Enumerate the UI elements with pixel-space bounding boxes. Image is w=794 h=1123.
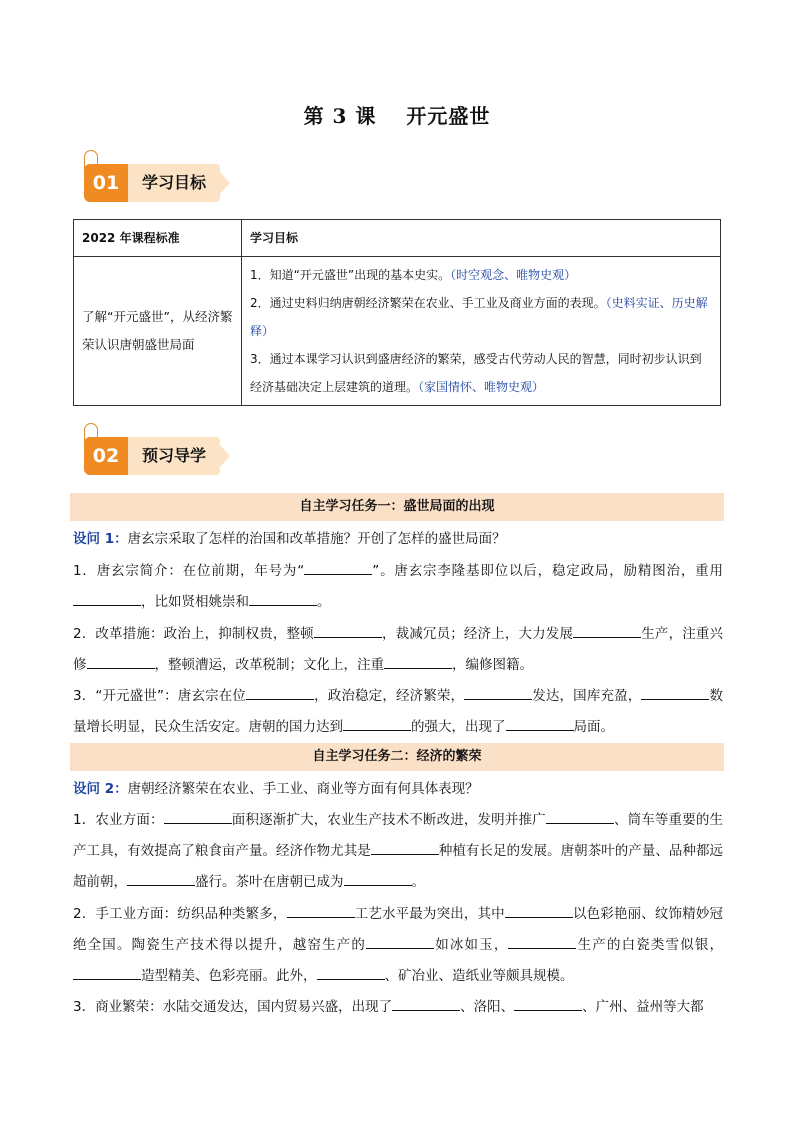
fill-blank[interactable]	[314, 625, 382, 638]
fill-blank[interactable]	[506, 718, 574, 731]
fill-blank[interactable]	[73, 593, 141, 606]
lesson-name: 开元盛世	[406, 104, 491, 128]
question-1: 设问 1：唐玄宗采取了怎样的治国和改革措施？开创了怎样的盛世局面？	[73, 531, 506, 547]
fill-blank[interactable]	[317, 967, 385, 980]
table-header-objectives: 学习目标	[242, 220, 721, 257]
fill-blank[interactable]	[384, 656, 452, 669]
fill-blank[interactable]	[304, 562, 372, 575]
fill-blank[interactable]	[164, 811, 232, 824]
fill-blank[interactable]	[73, 967, 141, 980]
fill-blank[interactable]	[371, 842, 439, 855]
section-number: 02	[84, 437, 128, 475]
task-1-header: 自主学习任务一：盛世局面的出现	[70, 493, 724, 521]
task-2-paragraph-1: 1．农业方面： 面积逐渐扩大，农业生产技术不断改进，发明并推广 、筒车等重要的生产工具，有效提高了粮食亩产量。经济作物尤其是 种植有长足的发展。唐朝茶叶的产量、品种都远超前朝， 盛行。茶叶在唐朝已成为 。	[73, 812, 724, 890]
fill-blank[interactable]	[249, 593, 317, 606]
fill-blank[interactable]	[343, 718, 411, 731]
arrow-tip-icon	[220, 172, 230, 194]
task-2-paragraph-3: 3．商业繁荣：水陆交通发达，国内贸易兴盛，出现了 、洛阳、 、广州、益州等大都	[73, 999, 704, 1015]
fill-blank[interactable]	[246, 687, 314, 700]
page-title	[0, 100, 794, 129]
objective-item: 2．通过史料归纳唐朝经济繁荣在农业、手工业及商业方面的表现。（史料实证、历史解释）	[250, 296, 708, 338]
fill-blank[interactable]	[464, 687, 532, 700]
objective-item: 1．知道“开元盛世”出现的基本史实。（时空观念、唯物史观）	[250, 268, 577, 282]
section-number: 01	[84, 164, 128, 202]
fill-blank[interactable]	[641, 687, 709, 700]
section-badge-objectives	[84, 164, 230, 202]
fill-blank[interactable]	[344, 873, 412, 886]
lesson-number: 第 3 课	[303, 104, 377, 128]
task-1-paragraph-2: 2．改革措施：政治上，抑制权贵，整顿 ，裁减冗员；经济上，大力发展 生产，注重兴修 ，整顿漕运，改革税制；文化上，注重 ，编修图籍。	[73, 626, 724, 673]
standards-table	[73, 219, 721, 406]
section-label: 预习导学	[128, 437, 220, 475]
fill-blank[interactable]	[87, 656, 155, 669]
fill-blank[interactable]	[546, 811, 614, 824]
fill-blank[interactable]	[514, 998, 582, 1011]
fill-blank[interactable]	[366, 936, 434, 949]
fill-blank[interactable]	[508, 936, 576, 949]
fill-blank[interactable]	[573, 625, 641, 638]
task-2-paragraph-2: 2．手工业方面：纺织品种类繁多， 工艺水平最为突出，其中 以色彩艳丽、纹饰精妙冠绝全国。陶瓷生产技术得以提升，越窑生产的 如冰如玉， 生产的白瓷类雪似银，造型精美、色彩亮丽。此外， 、矿冶业、造纸业等颇具规模。	[73, 906, 724, 984]
objective-item: 3．通过本课学习认识到盛唐经济的繁荣，感受古代劳动人民的智慧，同时初步认识到经济基础决定上层建筑的道理。（家国情怀、唯物史观）	[250, 352, 702, 394]
fill-blank[interactable]	[127, 873, 195, 886]
standard-cell: 了解“开元盛世”，从经济繁荣认识唐朝盛世局面	[74, 257, 242, 406]
section-badge-preview	[84, 437, 230, 475]
table-header-standard: 2022 年课程标准	[74, 220, 242, 257]
task-1-paragraph-1: 1．唐玄宗简介：在位前期，年号为“ ”。唐玄宗李隆基即位以后，稳定政局，励精图治，重用，比如贤相姚崇和 。	[73, 563, 723, 610]
objectives-cell	[242, 257, 721, 406]
fill-blank[interactable]	[392, 998, 460, 1011]
fill-blank[interactable]	[505, 905, 573, 918]
task-1-paragraph-3: 3．“开元盛世”：唐玄宗在位 ，政治稳定，经济繁荣， 发达，国库充盈， 数量增长明显，民众生活安定。唐朝的国力达到 的强大，出现了 局面。	[73, 688, 724, 735]
task-2-header: 自主学习任务二：经济的繁荣	[70, 743, 724, 771]
section-label: 学习目标	[128, 164, 220, 202]
arrow-tip-icon	[220, 445, 230, 467]
fill-blank[interactable]	[287, 905, 355, 918]
question-2: 设问 2：唐朝经济繁荣在农业、手工业、商业等方面有何具体表现？	[73, 781, 479, 797]
